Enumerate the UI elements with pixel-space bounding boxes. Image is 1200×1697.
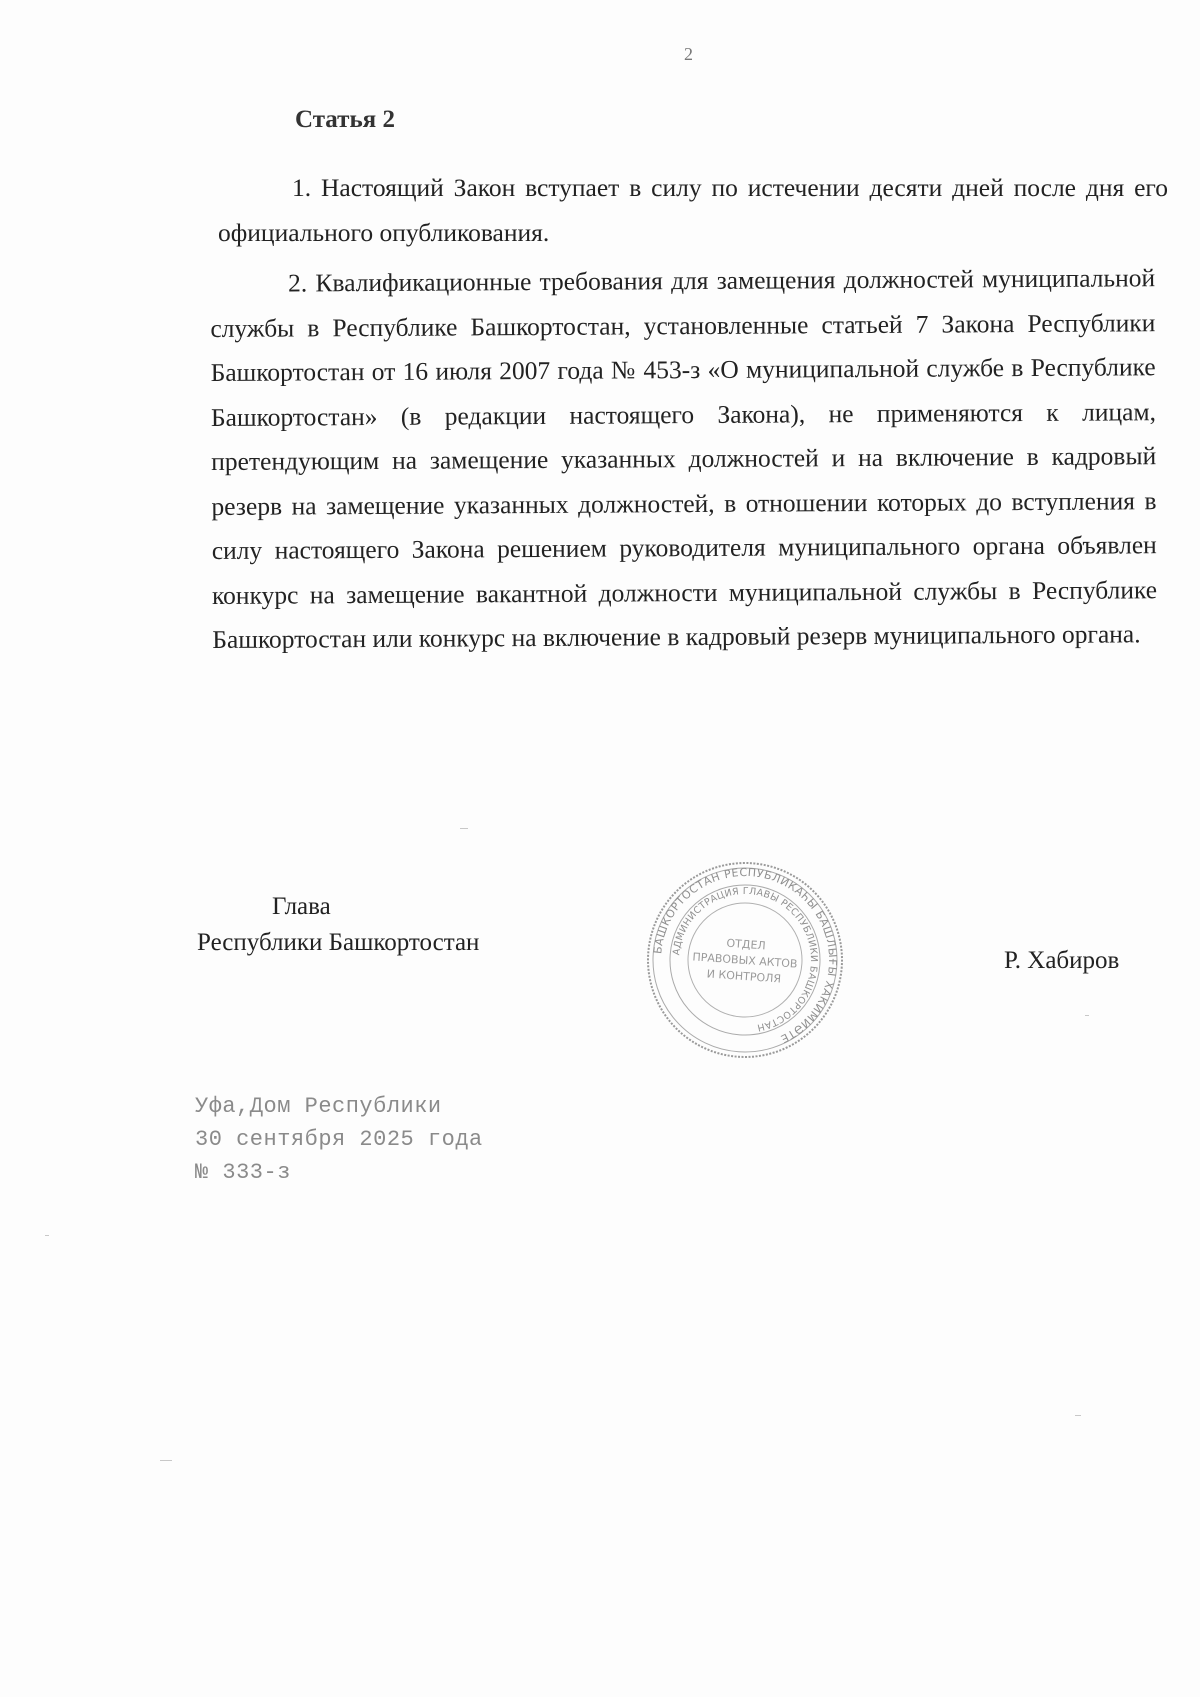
page-number: 2	[684, 44, 693, 64]
scan-speck	[460, 828, 468, 829]
scan-speck	[1075, 1415, 1081, 1416]
stamp-center-line-1: ОТДЕЛ	[726, 936, 767, 953]
scan-speck	[45, 1235, 49, 1236]
enactment-place: Уфа,Дом Республики	[195, 1094, 442, 1119]
stamp-inner-text: АДМИНИСТРАЦИЯ ГЛАВЫ РЕСПУБЛИКИ БАШКОРТОСТАН	[671, 885, 820, 1033]
scan-speck	[160, 1460, 172, 1461]
scan-speck	[1085, 1015, 1089, 1016]
official-stamp	[638, 853, 851, 1066]
stamp-center-line-3: И КОНТРОЛЯ	[706, 967, 782, 986]
article-paragraph-1: 1. Настоящий Закон вступает в силу по истечении десяти дней после дня его официального опубликования.	[218, 173, 1168, 247]
stamp-center-line-2: ПРАВОВЫХ АКТОВ	[692, 950, 798, 971]
signatory-organization: Республики Башкортостан	[197, 929, 480, 956]
article-heading: Статья 2	[295, 106, 395, 133]
enactment-number: № 333-з	[195, 1160, 291, 1185]
enactment-date: 30 сентября 2025 года	[195, 1127, 483, 1152]
stamp-outer-text: БАШКОРТОСТАН РЕСПУБЛИКАҺЫ БАШЛЫҒЫ ХАКИМИӘТЕ	[651, 865, 840, 1046]
signatory-name: Р. Хабиров	[1004, 947, 1120, 974]
article-paragraph-2: 2. Квалификационные требования для замещения должностей муниципальной службы в Республике Башкортостан, установленные статьей 7 Закона Республики Башкортостан от 16 июля 2007 года № 453-з «О муниципальной службе в Республике Башкортостан» (в редакции настоящего Закона), не применяются к лицам, претендующим на замещение указанных должностей и на включение в кадровый резерв на замещение указанных должностей, в отношении которых до вступления в силу настоящего Закона решением руководителя муниципального органа объявлен конкурс на замещение вакантной должности муниципальной службы в Республике Башкортостан или конкурс на включение в кадровый резерв муниципального органа.	[210, 263, 1158, 654]
signatory-title: Глава	[272, 893, 331, 920]
